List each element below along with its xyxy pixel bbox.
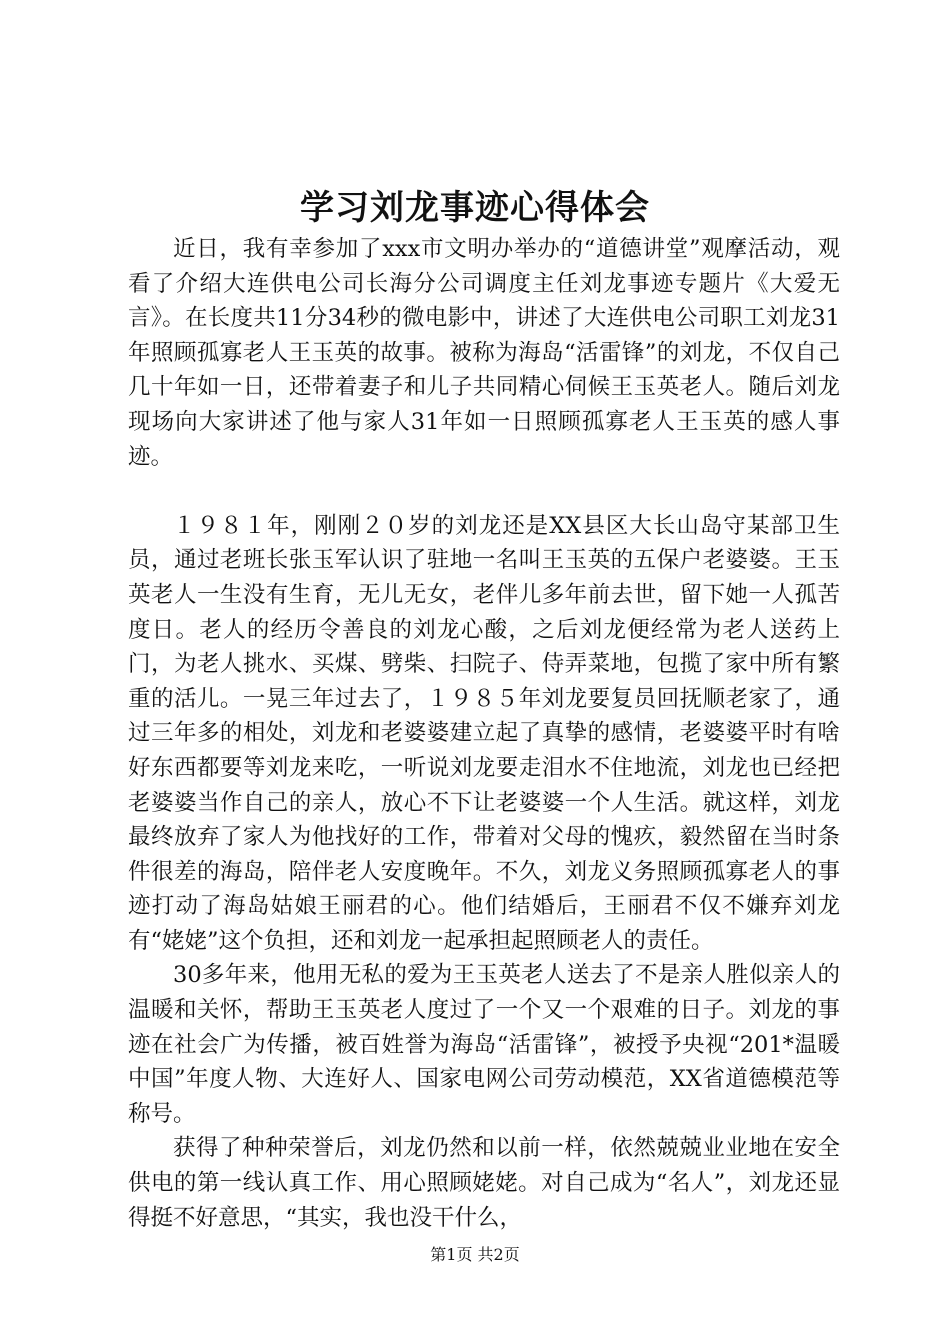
paragraph: 30多年来，他用无私的爱为王玉英老人送去了不是亲人胜似亲人的温暖和关怀，帮助王玉英老人度过了一个又一个艰难的日子。刘龙的事迹在社会广为传播，被百姓誉为海岛“活雷锋”，被授予央视“201*温暖中国”年度人物、大连好人、国家电网公司劳动模范，XX省道德模范等称号。	[128, 962, 840, 1127]
document-title: 学习刘龙事迹心得体会	[300, 188, 650, 228]
paragraph: 近日，我有幸参加了xxx市文明办举办的“道德讲堂”观摩活动，观看了介绍大连供电公司长海分公司调度主任刘龙事迹专题片《大爱无言》。在长度共11分34秒的微电影中，讲述了大连供电公司职工刘龙31年照顾孤寡老人王玉英的故事。被称为海岛“活雷锋”的刘龙，不仅自己几十年如一日，还带着妻子和儿子共同精心伺候王玉英老人。随后刘龙现场向大家讲述了他与家人31年如一日照顾孤寡老人王玉英的感人事迹。	[128, 236, 840, 470]
paragraph: １９８１年，刚刚２０岁的刘龙还是XX县区大长山岛守某部卫生员，通过老班长张玉军认识了驻地一名叫王玉英的五保户老婆婆。王玉英老人一生没有生育，无儿无女，老伴儿多年前去世，留下她一人孤苦度日。老人的经历令善良的刘龙心酸，之后刘龙便经常为老人送药上门，为老人挑水、买煤、劈柴、扫院子、侍弄菜地，包揽了家中所有繁重的活儿。一晃三年过去了，１９８５年刘龙要复员回抚顺老家了，通过三年多的相处，刘龙和老婆婆建立起了真挚的感情，老婆婆平时有啥好东西都要等刘龙来吃，一听说刘龙要走泪水不住地流，刘龙也已经把老婆婆当作自己的亲人，放心不下让老婆婆一个人生活。就这样，刘龙最终放弃了家人为他找好的工作，带着对父母的愧疚，毅然留在当时条件很差的海岛，陪伴老人安度晚年。不久，刘龙义务照顾孤寡老人的事迹打动了海岛姑娘王丽君的心。他们结婚后，王丽君不仅不嫌弃刘龙有“姥姥”这个负担，还和刘龙一起承担起照顾老人的责任。	[128, 512, 840, 954]
paragraph: 获得了种种荣誉后，刘龙仍然和以前一样，依然兢兢业业地在安全供电的第一线认真工作、用心照顾姥姥。对自己成为“名人”，刘龙还显得挺不好意思，“其实，我也没干什么，	[128, 1135, 840, 1231]
page-number-footer: 第1页 共2页	[430, 1245, 520, 1264]
document-body	[128, 232, 840, 1235]
